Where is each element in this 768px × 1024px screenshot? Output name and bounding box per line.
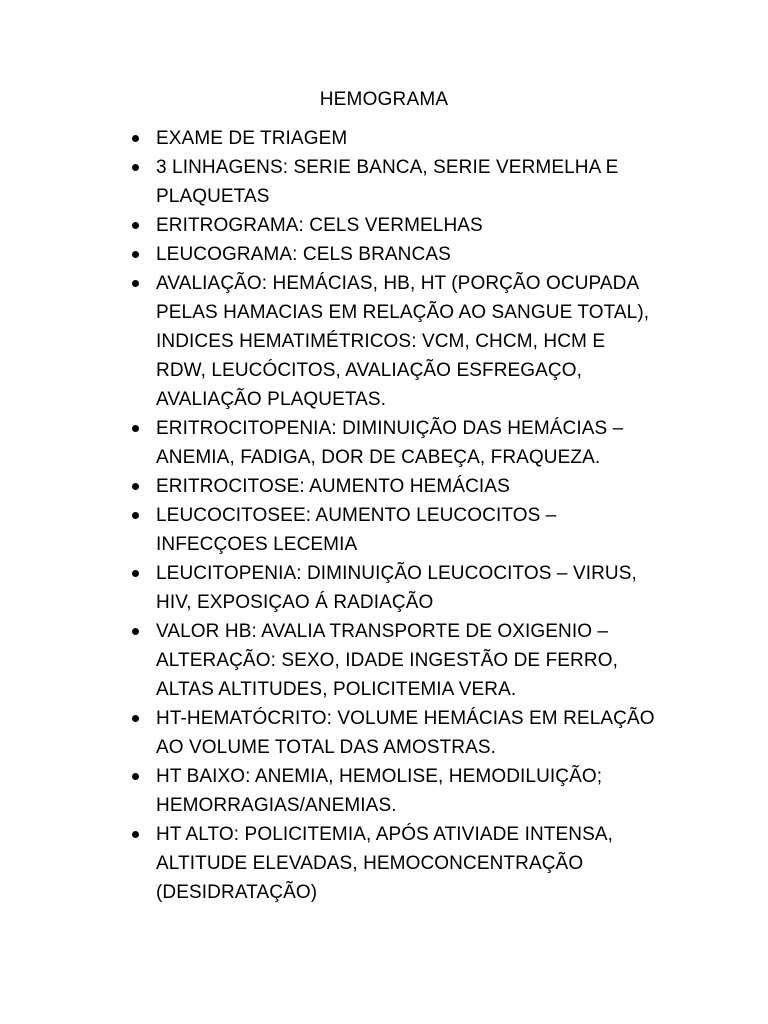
list-item — [130, 124, 660, 153]
bullet-icon — [132, 715, 139, 722]
list-item-text: EXAME DE TRIAGEM — [156, 128, 348, 149]
bullet-icon — [132, 831, 139, 838]
bullet-icon — [132, 280, 139, 287]
list-item — [130, 211, 660, 240]
list-item-text: LEUCOCITOSEE: AUMENTO LEUCOCITOS – INFECÇOES LECEMIA — [156, 505, 557, 555]
bullet-list — [130, 124, 660, 907]
list-item — [130, 820, 660, 907]
list-item-text: LEUCOGRAMA: CELS BRANCAS — [156, 244, 451, 265]
bullet-icon — [132, 628, 139, 635]
list-item-text: ERITROCITOSE: AUMENTO HEMÁCIAS — [156, 476, 510, 497]
list-item — [130, 501, 660, 559]
bullet-icon — [132, 222, 139, 229]
list-item — [130, 153, 660, 211]
bullet-icon — [132, 773, 139, 780]
list-item — [130, 240, 660, 269]
bullet-icon — [132, 425, 139, 432]
list-item-text: AVALIAÇÃO: HEMÁCIAS, HB, HT (PORÇÃO OCUPADA PELAS HAMACIAS EM RELAÇÃO AO SANGUE TOTAL), INDICES HEMATIMÉTRICOS: VCM, CHCM, HCM E RDW, LEUCÓCITOS, AVALIAÇÃO ESFREGAÇO, AVALIAÇÃO PLAQUETAS. — [156, 273, 650, 410]
bullet-icon — [132, 570, 139, 577]
list-item — [130, 617, 660, 704]
bullet-icon — [132, 512, 139, 519]
list-item — [130, 414, 660, 472]
bullet-icon — [132, 251, 139, 258]
bullet-icon — [132, 164, 139, 171]
list-item-text: ERITROCITOPENIA: DIMINUIÇÃO DAS HEMÁCIAS – ANEMIA, FADIGA, DOR DE CABEÇA, FRAQUEZA. — [156, 418, 624, 468]
list-item — [130, 762, 660, 820]
list-item — [130, 559, 660, 617]
list-item — [130, 704, 660, 762]
list-item — [130, 269, 660, 414]
bullet-icon — [132, 135, 139, 142]
document-title: HEMOGRAMA — [319, 89, 449, 110]
list-item-text: HT ALTO: POLICITEMIA, APÓS ATIVIADE INTENSA, ALTITUDE ELEVADAS, HEMOCONCENTRAÇÃO (DESIDRATAÇÃO) — [156, 824, 614, 903]
list-item — [130, 472, 660, 501]
list-item-text: HT BAIXO: ANEMIA, HEMOLISE, HEMODILUIÇÃO; HEMORRAGIAS/ANEMIAS. — [156, 766, 603, 816]
list-item-text: 3 LINHAGENS: SERIE BANCA, SERIE VERMELHA E PLAQUETAS — [156, 157, 619, 207]
list-item-text: HT-HEMATÓCRITO: VOLUME HEMÁCIAS EM RELAÇÃO AO VOLUME TOTAL DAS AMOSTRAS. — [156, 708, 655, 758]
list-item-text: LEUCITOPENIA: DIMINUIÇÃO LEUCOCITOS – VIRUS, HIV, EXPOSIÇAO Á RADIAÇÃO — [156, 563, 637, 613]
list-item-text: ERITROGRAMA: CELS VERMELHAS — [156, 215, 483, 236]
list-item-text: VALOR HB: AVALIA TRANSPORTE DE OXIGENIO – ALTERAÇÃO: SEXO, IDADE INGESTÃO DE FERRO, ALTAS ALTITUDES, POLICITEMIA VERA. — [156, 621, 618, 700]
bullet-icon — [132, 483, 139, 490]
